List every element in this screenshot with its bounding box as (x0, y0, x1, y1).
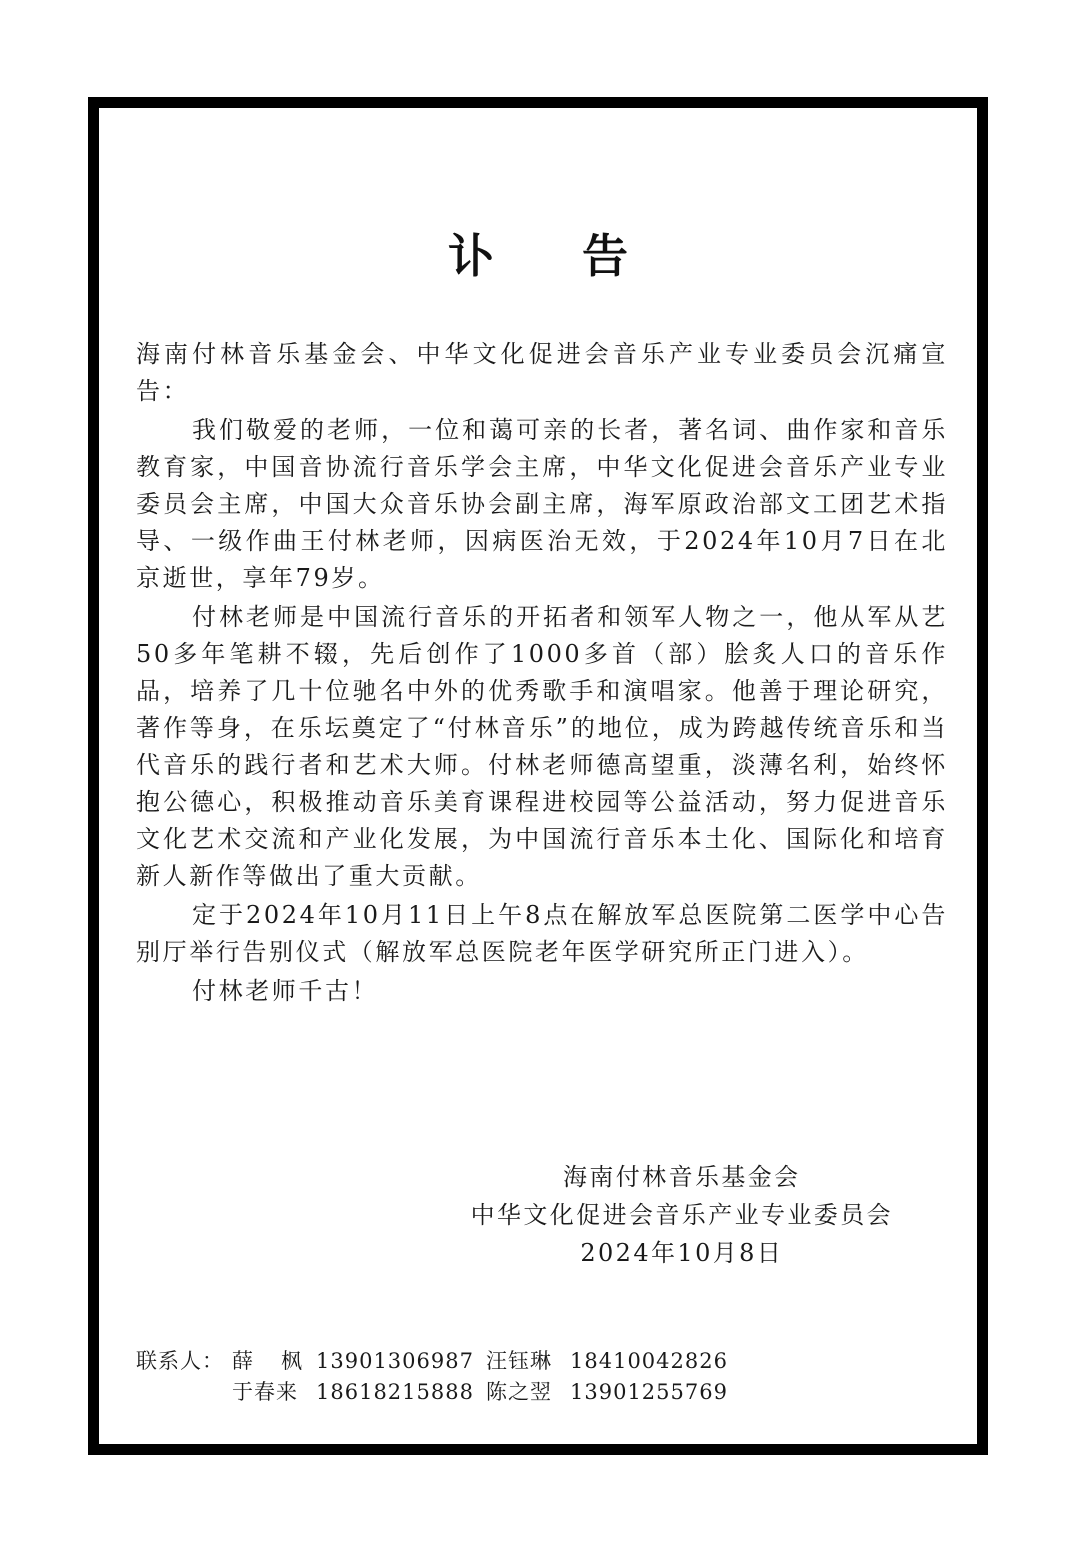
signature-org-1: 海南付林音乐基金会 (562, 1163, 801, 1191)
contact-phone: 18618215888 (316, 1380, 474, 1404)
obituary-body (136, 336, 948, 1012)
contacts-block (136, 1346, 740, 1408)
contact-name: 薛枫 (232, 1349, 330, 1373)
contact-phone: 18410042826 (570, 1349, 728, 1373)
paragraph-3: 定于2024年10月11日上午8点在解放军总医院第二医学中心告别厅举行告别仪式（解放军总医院老年医学研究所正门进入）。 (136, 901, 948, 966)
contact-name: 陈之翌 (486, 1380, 552, 1404)
contacts-label-spacer (136, 1377, 232, 1408)
obituary-frame (88, 97, 988, 1455)
paragraph-2: 付林老师是中国流行音乐的开拓者和领军人物之一，他从军从艺50多年笔耕不辍，先后创作了1000多首（部）脍炙人口的音乐作品，培养了几十位驰名中外的优秀歌手和演唱家。他善于理论研究，著作等身，在乐坛奠定了“付林音乐”的地位，成为跨越传统音乐和当代音乐的践行者和艺术大师。付林老师德高望重，淡薄名利，始终怀抱公德心，积极推动音乐美育课程进校园等公益活动，努力促进音乐文化艺术交流和产业化发展，为中国流行音乐本土化、国际化和培育新人新作等做出了重大贡献。 (136, 603, 948, 890)
signature-org-2: 中华文化促进会音乐产业专业委员会 (470, 1201, 893, 1229)
announcer-line: 海南付林音乐基金会、中华文化促进会音乐产业专业委员会沉痛宣告： (136, 340, 948, 405)
page-title: 讣 告 (447, 229, 664, 283)
contacts-label: 联系人： (136, 1349, 224, 1373)
contact-phone: 13901255769 (570, 1380, 728, 1404)
contact-phone: 13901306987 (316, 1349, 474, 1373)
contact-row (136, 1346, 740, 1377)
signature-date: 2024年10月8日 (580, 1239, 784, 1267)
signature-block (471, 1158, 893, 1272)
closing-line: 付林老师千古！ (192, 977, 379, 1005)
contact-row (136, 1377, 740, 1408)
contact-name: 于春来 (232, 1380, 298, 1404)
contact-name: 汪钰琳 (486, 1349, 552, 1373)
paragraph-1: 我们敬爱的老师，一位和蔼可亲的长者，著名词、曲作家和音乐教育家，中国音协流行音乐学会主席，中华文化促进会音乐产业专业委员会主席，中国大众音乐协会副主席，海军原政治部文工团艺术指导、一级作曲王付林老师，因病医治无效，于2024年10月7日在北京逝世，享年79岁。 (136, 416, 948, 592)
